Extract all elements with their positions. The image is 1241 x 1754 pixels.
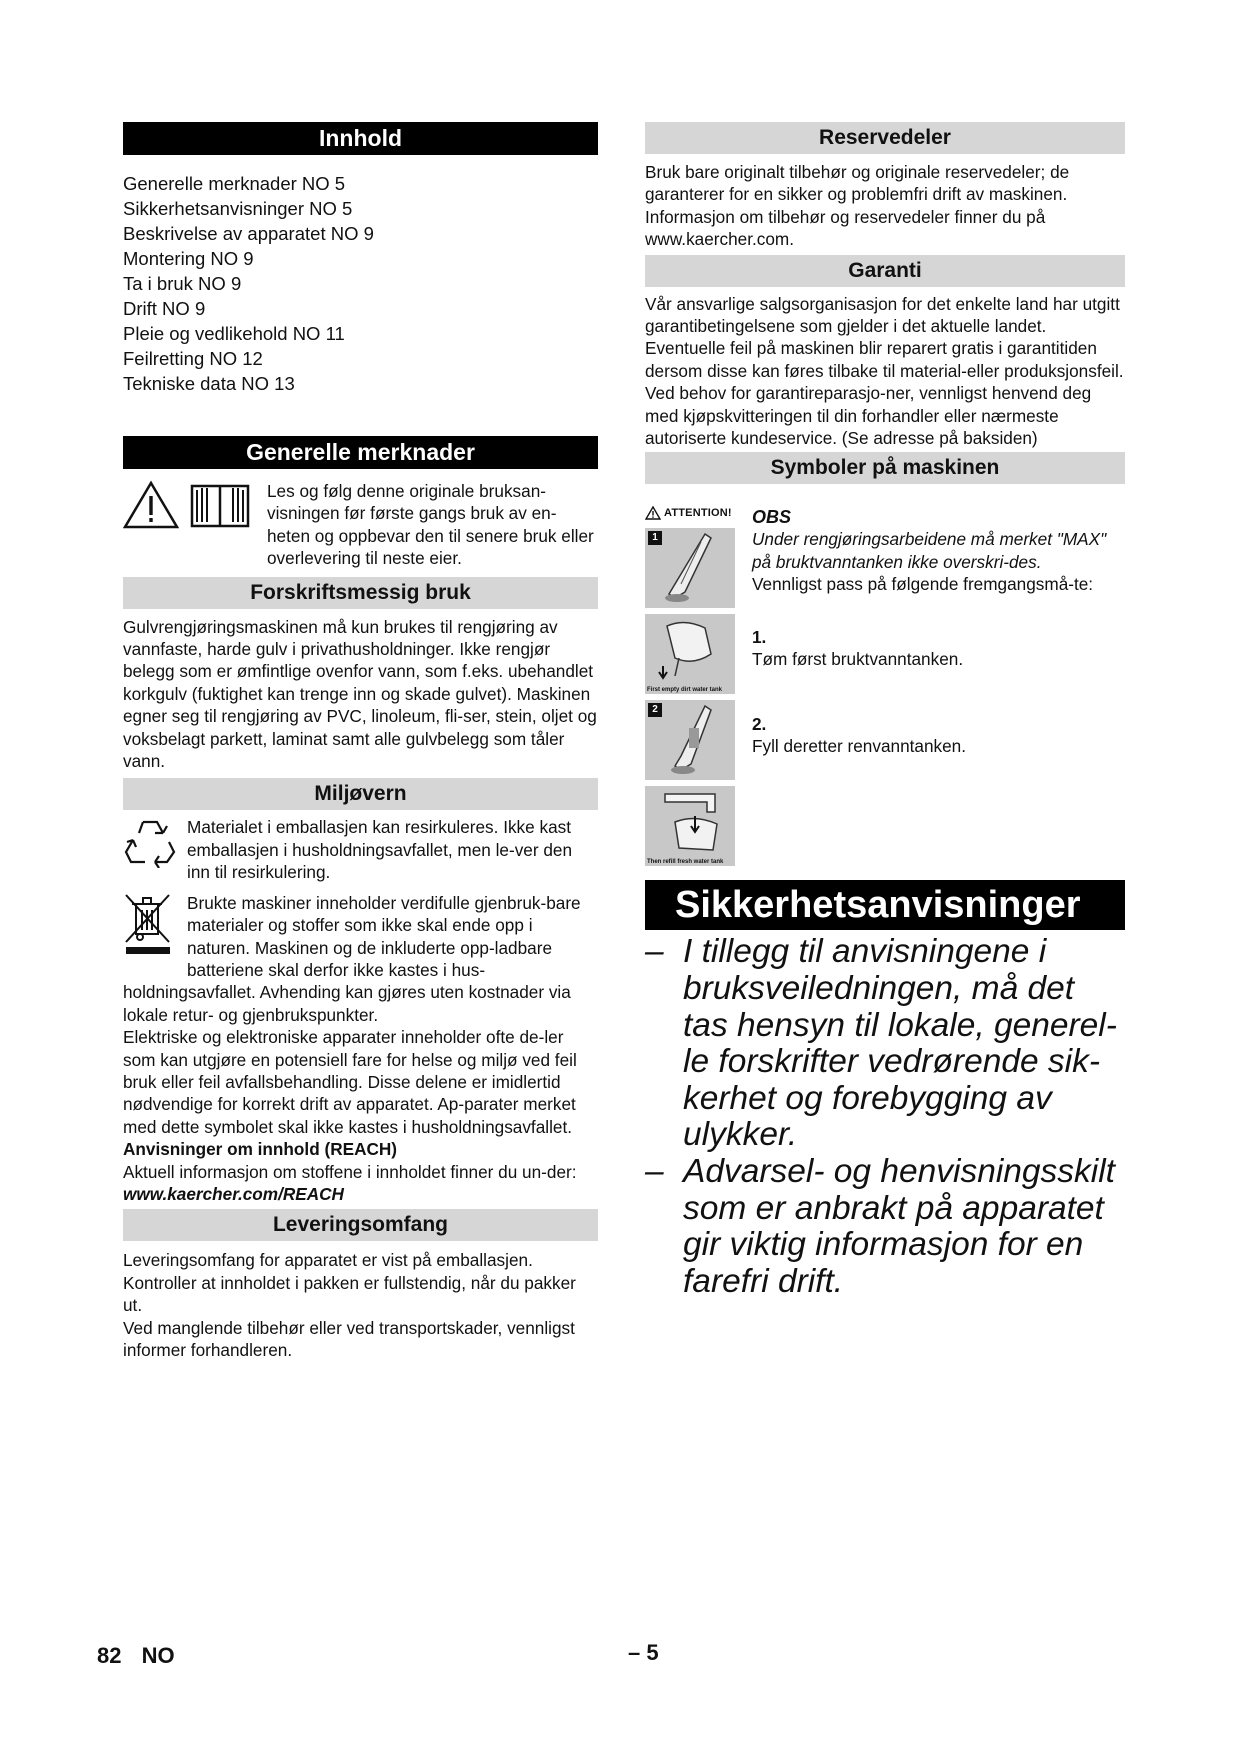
page-number: 82 bbox=[97, 1643, 122, 1668]
toc-item[interactable]: Beskrivelse av apparatet NO 9 bbox=[123, 223, 374, 244]
delivery-heading: Leveringsomfang bbox=[123, 1209, 598, 1241]
environment-heading: Miljøvern bbox=[123, 778, 598, 810]
intended-use-text: Gulvrengjøringsmaskinen må kun brukes til rengjøring av vannfaste, harde gulv i privathusholdninger. Ikke rengjør belegg som er ømfintlige ovenfor vann, som f.eks. ubehandlet korkgulv (fuktighet kan trenge inn og skade gulvet). Maskinen egner seg til rengjøring av PVC, linoleum, fli-ser, stein, oljet og voksbelagt parkett, laminat samt alle gulvbelegg som tåler vann. bbox=[123, 616, 597, 772]
language-code: NO bbox=[141, 1643, 175, 1668]
step2-badge: 2 bbox=[648, 703, 662, 717]
toc-item[interactable]: Generelle merknader NO 5 bbox=[123, 173, 346, 194]
refill-tank-caption: Then refill fresh water tank bbox=[647, 859, 724, 866]
step1-badge: 1 bbox=[648, 531, 662, 545]
toc-item[interactable]: Ta i bruk NO 9 bbox=[123, 273, 242, 294]
general-notes-text: Les og følg denne originale bruksan-visningen før første gangs bruk av en-heten og oppbevar den til senere bruk eller overlevering til neste eier. bbox=[267, 481, 594, 569]
step2-number: 2. bbox=[752, 713, 767, 734]
step1-image bbox=[645, 528, 735, 608]
safety-item: – Advarsel- og henvisningsskilt som er anbrakt på apparatet gir viktig informasjon for en farefri drift. bbox=[645, 1153, 1115, 1300]
reach-link[interactable]: www.kaercher.com/REACH bbox=[123, 1183, 344, 1204]
recycling-block bbox=[123, 816, 598, 883]
intended-use-heading: Forskriftsmessig bruk bbox=[123, 577, 598, 609]
electronics-text: Elektriske og elektroniske apparater inneholder ofte de-ler som kan utgjøre en potensiell fare for helse og miljø ved feil bruk eller feil avfallsbehandling. Disse delene er imidlertid nødvendige for korrekt drift av apparatet. Ap-parater merket med dette symbolet skal ikke kastes i husholdningsavfallet. bbox=[123, 1027, 577, 1137]
table-of-contents bbox=[123, 171, 598, 396]
procedure-intro: Vennligst pass på følgende fremgangsmå-te: bbox=[752, 574, 1094, 595]
toc-item[interactable]: Pleie og vedlikehold NO 11 bbox=[123, 323, 345, 344]
step1-text: Tøm først bruktvanntanken. bbox=[752, 649, 964, 670]
contents-heading: Innhold bbox=[123, 122, 598, 155]
step2-text: Fyll deretter renvanntanken. bbox=[752, 735, 967, 756]
toc-item[interactable]: Tekniske data NO 13 bbox=[123, 373, 295, 394]
empty-tank-caption: First empty dirt water tank bbox=[647, 687, 723, 694]
weee-text: Brukte maskiner inneholder verdifulle gjenbruk-bare materialer og stoffer som ikke skal ende opp i naturen. Maskinen og de inkluderte opp-ladbare batteriene skal derfor ikke kastes i hus-holdningsavfallet. Avhending kan gjøres uten kostnader via lokale retur- og gjenbrukspunkter. bbox=[123, 892, 581, 1025]
toc-item[interactable]: Montering NO 9 bbox=[123, 248, 254, 269]
section-page-number: – 5 bbox=[628, 1640, 659, 1665]
symbols-block bbox=[645, 506, 1125, 866]
obs-label: OBS bbox=[752, 507, 792, 528]
symbols-heading: Symboler på maskinen bbox=[645, 452, 1125, 484]
delivery-damage-text: Ved manglende tilbehør eller ved transportskader, vennligst informer forhandleren. bbox=[123, 1317, 575, 1360]
refill-tank-image bbox=[645, 786, 735, 866]
general-notes-block bbox=[123, 480, 598, 570]
delivery-text: Leveringsomfang for apparatet er vist på emballasjen. Kontroller at innholdet i pakken er fullstendig, når du pakker ut. bbox=[123, 1250, 576, 1316]
page-footer-left bbox=[97, 1643, 175, 1669]
warranty-text: Vår ansvarlige salgsorganisasjon for det enkelte land har utgitt garantibetingelsene som gjelder i det aktuelle landet. Eventuelle feil på maskinen blir reparert gratis i garantitiden dersom disse kan føres tilbake til material-eller produksjonsfeil. Ved behov for garantireparasjo-ner, vennligst henvend deg med kjøpskvitteringen til din forhandler eller nærmeste autoriserte kundeservice. (Se adresse på baksiden) bbox=[645, 293, 1124, 449]
weee-block bbox=[123, 892, 598, 1026]
left-column bbox=[123, 122, 598, 1361]
floor-cleaner-icon bbox=[645, 528, 735, 608]
step1-number: 1. bbox=[752, 626, 767, 647]
warning-small-icon bbox=[645, 506, 661, 520]
dirt-tank-icon bbox=[645, 614, 735, 694]
recycling-icon bbox=[123, 816, 177, 868]
obs-text: Under rengjøringsarbeidene må merket "MAX" på bruktvanntanken ikke overskri-des. bbox=[752, 529, 1107, 572]
recycling-text: Materialet i emballasjen kan resirkuleres. Ikke kast emballasjen i husholdningsavfallet, men le-ver den inn til resirkulering. bbox=[187, 817, 573, 883]
warranty-heading: Garanti bbox=[645, 255, 1125, 287]
right-column bbox=[645, 122, 1125, 1300]
toc-item[interactable]: Sikkerhetsanvisninger NO 5 bbox=[123, 198, 353, 219]
safety-list bbox=[645, 934, 1125, 1300]
empty-tank-image bbox=[645, 614, 735, 694]
attention-label: ATTENTION! bbox=[645, 506, 750, 520]
reach-heading: Anvisninger om innhold (REACH) bbox=[123, 1139, 398, 1160]
toc-item[interactable]: Feilretting NO 12 bbox=[123, 348, 263, 369]
safety-item: – I tillegg til anvisningene i bruksveiledningen, må det tas hensyn til lokale, generel-le forskrifter vedrørende sik-kerhet og forebygging av ulykker. bbox=[645, 933, 1117, 1154]
symbols-text bbox=[750, 506, 1125, 866]
warning-triangle-icon bbox=[123, 480, 179, 530]
spare-parts-text: Bruk bare originalt tilbehør og originale reservedeler; de garanterer for en sikker og problemfri drift av maskinen. Informasjon om tilbehør og reservedeler finner du på www.kaercher.com. bbox=[645, 162, 1070, 250]
reach-text: Aktuell informasjon om stoffene i innholdet finner du un-der: bbox=[123, 1161, 577, 1182]
crossed-out-bin-icon bbox=[123, 892, 173, 954]
manual-book-icon bbox=[189, 480, 251, 530]
general-notes-heading: Generelle merknader bbox=[123, 436, 598, 469]
safety-heading: Sikkerhetsanvisninger bbox=[645, 880, 1125, 930]
toc-item[interactable]: Drift NO 9 bbox=[123, 298, 206, 319]
spare-parts-heading: Reservedeler bbox=[645, 122, 1125, 154]
water-tap-icon bbox=[645, 786, 735, 866]
floor-cleaner-icon bbox=[645, 700, 735, 780]
attention-illustrations bbox=[645, 506, 750, 866]
step2-image bbox=[645, 700, 735, 780]
